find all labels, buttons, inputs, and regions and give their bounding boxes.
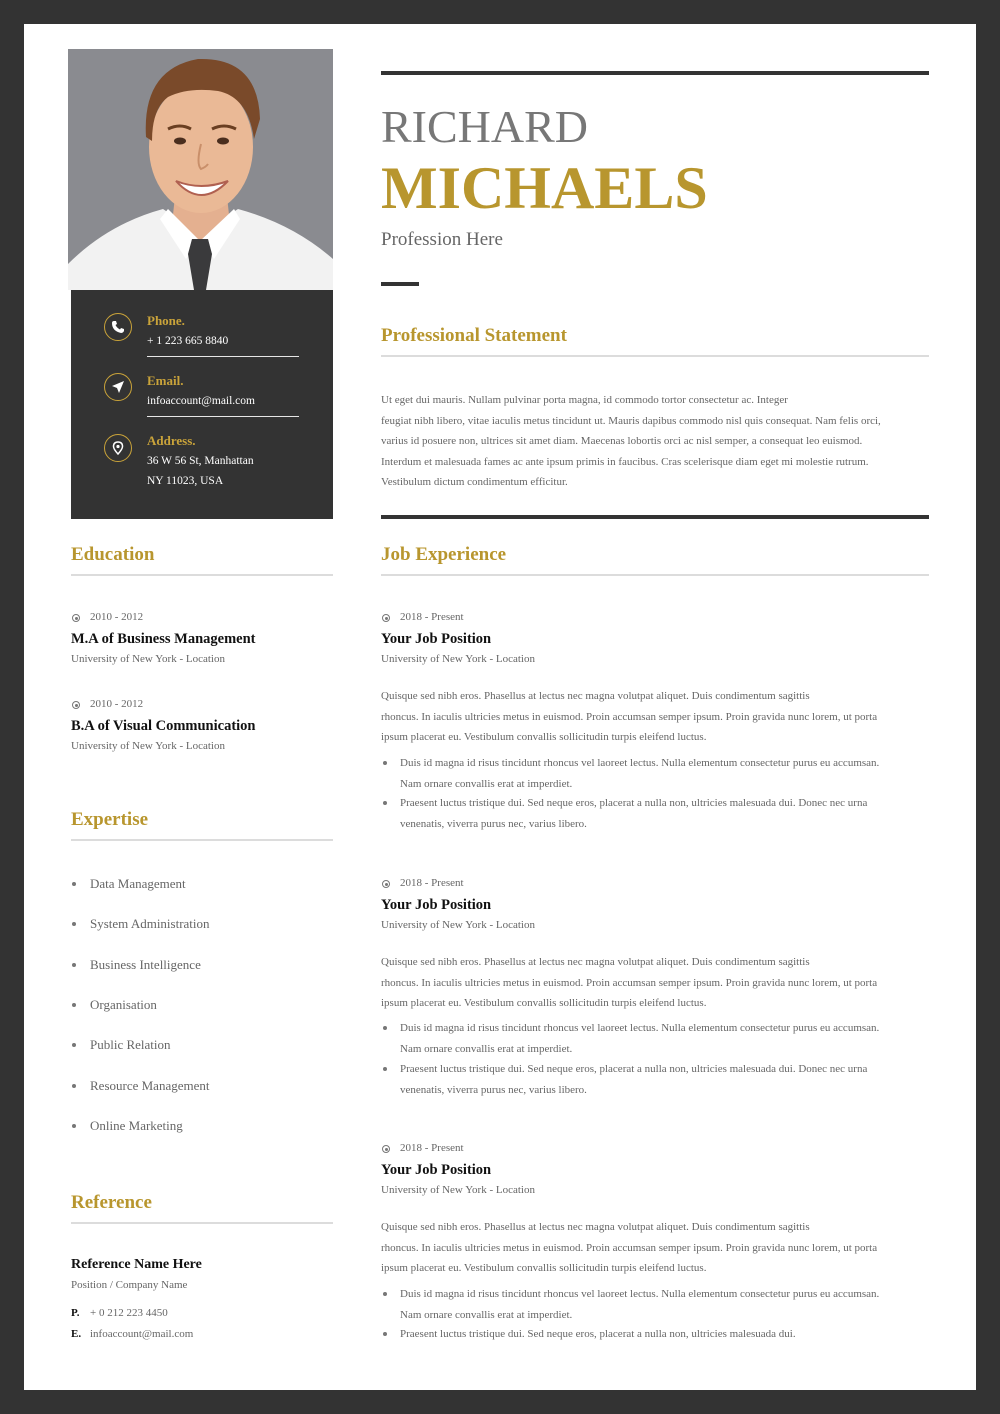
contact-panel: [71, 290, 333, 519]
send-icon: [104, 373, 132, 401]
profession: Profession Here: [381, 229, 503, 250]
statement-title: Professional Statement: [381, 325, 567, 346]
reference-phone-prefix: P.: [71, 1307, 80, 1319]
expertise-item: Organisation: [90, 997, 157, 1012]
job-description: Quisque sed nibh eros. Phasellus at lectus nec magna volutpat aliquet. Duis condimentum sagittis rhoncus. In iaculis ultricies metus in euismod. Proin accumsan semper ipsum. Proin gravida nunc lorem, ut porta ipsum placerat eu. Vestibulum convallis sollicitudin turpis eleifend luctus.: [381, 690, 878, 743]
last-name: MICHAELS: [381, 155, 708, 221]
job-date: 2018 - Present: [400, 611, 464, 623]
bullet-icon: [72, 882, 76, 886]
email-value[interactable]: infoaccount@mail.com: [147, 395, 255, 407]
section-rule: [71, 839, 333, 841]
divider: [147, 356, 299, 357]
bullet-icon: [383, 761, 387, 765]
date-marker-icon: [382, 880, 390, 888]
job-description: Quisque sed nibh eros. Phasellus at lectus nec magna volutpat aliquet. Duis condimentum sagittis rhoncus. In iaculis ultricies metus in euismod. Proin accumsan semper ipsum. Proin gravida nunc lorem, ut porta ipsum placerat eu. Vestibulum convallis sollicitudin turpis eleifend luctus.: [381, 1221, 878, 1274]
date-marker-icon: [382, 1145, 390, 1153]
job-position: Your Job Position: [381, 1162, 492, 1178]
expertise-item: System Administration: [90, 916, 210, 931]
job-company: University of New York - Location: [381, 919, 535, 931]
reference-email[interactable]: infoaccount@mail.com: [90, 1328, 194, 1340]
section-rule: [71, 1222, 333, 1224]
job-description: Quisque sed nibh eros. Phasellus at lectus nec magna volutpat aliquet. Duis condimentum sagittis rhoncus. In iaculis ultricies metus in euismod. Proin accumsan semper ipsum. Proin gravida nunc lorem, ut porta ipsum placerat eu. Vestibulum convallis sollicitudin turpis eleifend luctus.: [381, 956, 878, 1009]
email-label: Email.: [147, 373, 184, 388]
bullet-icon: [72, 963, 76, 967]
bullet-icon: [72, 922, 76, 926]
reference-email-prefix: E.: [71, 1328, 82, 1340]
job-company: University of New York - Location: [381, 653, 535, 665]
expertise-item: Business Intelligence: [90, 957, 201, 972]
bullet-icon: [72, 1003, 76, 1007]
divider: [147, 416, 299, 417]
date-marker-icon: [72, 614, 80, 622]
job-bullet: Duis id magna id risus tincidunt rhoncus vel laoreet lectus. Nulla elementum consectetur purus eu accumsan. Nam ornare convallis erat at imperdiet.: [400, 757, 880, 790]
bullet-icon: [383, 1332, 387, 1336]
short-rule: [381, 282, 419, 286]
statement-text: Ut eget dui mauris. Nullam pulvinar porta magna, id commodo tortor consectetur ac. Integer feugiat nibh libero, vitae iaculis metus tincidunt ut. Mauris dapibus commodo nisl quis consequat. Nam felis orci, varius id posuere non, ultrices sit amet diam. Maecenas lobortis orci ac nisl semper, a consequat leo euismod. Interdum et malesuada fames ac ante ipsum primis in faucibus. Cras scelerisque diam eget mi molestie rutrum. Vestibulum dictum condimentum efficitur.: [381, 394, 881, 488]
section-divider: [381, 515, 929, 519]
address-line-1: 36 W 56 St, Manhattan: [147, 455, 254, 467]
expertise-item: Data Management: [90, 876, 186, 891]
job-position: Your Job Position: [381, 897, 492, 913]
expertise-item: Online Marketing: [90, 1118, 183, 1133]
job-bullet: Praesent luctus tristique dui. Sed neque eros, placerat a nulla non, ultricies malesuada dui.: [400, 1328, 796, 1340]
bullet-icon: [72, 1084, 76, 1088]
bullet-icon: [383, 1067, 387, 1071]
expertise-item: Public Relation: [90, 1037, 171, 1052]
education-school: University of New York - Location: [71, 740, 225, 752]
reference-name: Reference Name Here: [71, 1257, 202, 1272]
header-rule: [381, 71, 929, 75]
education-degree: B.A of Visual Communication: [71, 718, 256, 734]
date-marker-icon: [72, 701, 80, 709]
bullet-icon: [72, 1043, 76, 1047]
reference-phone[interactable]: + 0 212 223 4450: [90, 1307, 168, 1319]
education-title: Education: [71, 544, 155, 565]
address-line-2: NY 11023, USA: [147, 475, 224, 487]
expertise-title: Expertise: [71, 809, 149, 830]
address-label: Address.: [147, 433, 196, 448]
phone-label: Phone.: [147, 313, 185, 328]
job-company: University of New York - Location: [381, 1184, 535, 1196]
section-rule: [381, 355, 929, 357]
job-date: 2018 - Present: [400, 1142, 464, 1154]
job-position: Your Job Position: [381, 631, 492, 647]
section-rule: [381, 574, 929, 576]
education-school: University of New York - Location: [71, 653, 225, 665]
bullet-icon: [72, 1124, 76, 1128]
education-degree: M.A of Business Management: [71, 631, 256, 647]
location-pin-icon: [104, 434, 132, 462]
education-date: 2010 - 2012: [90, 611, 144, 623]
experience-title: Job Experience: [381, 544, 507, 565]
phone-value[interactable]: + 1 223 665 8840: [147, 335, 229, 347]
education-date: 2010 - 2012: [90, 698, 144, 710]
bullet-icon: [383, 1292, 387, 1296]
job-bullet: Duis id magna id risus tincidunt rhoncus vel laoreet lectus. Nulla elementum consectetur purus eu accumsan. Nam ornare convallis erat at imperdiet.: [400, 1288, 880, 1321]
first-name: RICHARD: [381, 101, 589, 152]
date-marker-icon: [382, 614, 390, 622]
job-bullet: Praesent luctus tristique dui. Sed neque eros, placerat a nulla non, ultricies malesuada dui. Donec nec urna venenatis, viverra purus nec, varius libero.: [400, 797, 868, 830]
job-bullet: Praesent luctus tristique dui. Sed neque eros, placerat a nulla non, ultricies malesuada dui. Donec nec urna venenatis, viverra purus nec, varius libero.: [400, 1063, 868, 1096]
job-date: 2018 - Present: [400, 877, 464, 889]
reference-position: Position / Company Name: [71, 1279, 188, 1291]
bullet-icon: [383, 1026, 387, 1030]
profile-photo: [68, 49, 333, 290]
reference-title: Reference: [71, 1192, 152, 1213]
expertise-item: Resource Management: [90, 1078, 210, 1093]
phone-icon: [104, 313, 132, 341]
job-bullet: Duis id magna id risus tincidunt rhoncus vel laoreet lectus. Nulla elementum consectetur purus eu accumsan. Nam ornare convallis erat at imperdiet.: [400, 1022, 880, 1055]
section-rule: [71, 574, 333, 576]
bullet-icon: [383, 801, 387, 805]
